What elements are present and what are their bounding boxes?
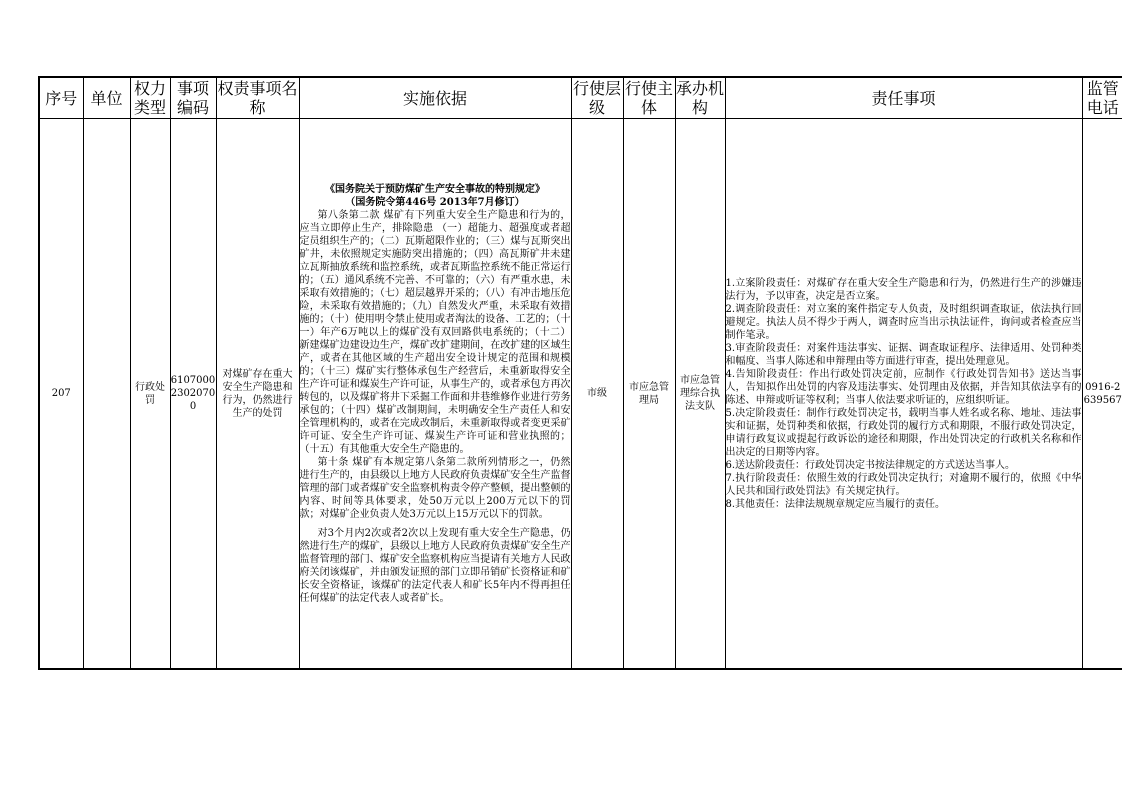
power-list-table [38, 76, 1122, 670]
header-code: 事项编码 [170, 77, 216, 119]
basis-paragraph-3: 对3个月内2次或者2次以上发现有重大安全生产隐患，仍然进行生产的煤矿，县级以上地方人民政府负责煤矿安全生产监督管理的部门、煤矿安全监察机构应当提请有关地方人民政府关闭该煤矿，并由颁发证照的部门立即吊销矿长资格证和矿长安全资格证，该煤矿的法定代表人和矿长5年内不得再担任任何煤矿的法定代表人或者矿长。 [299, 527, 571, 604]
header-phone: 监管电话 [1082, 77, 1122, 119]
cell-seq: 207 [39, 119, 83, 670]
responsibility-item: 6.送达阶段责任：行政处罚决定书按法律规定的方式送达当事人。 [725, 459, 1016, 471]
cell-level: 市级 [571, 119, 623, 670]
responsibility-item: 8.其他责任：法律法规规章规定应当履行的责任。 [725, 498, 946, 510]
cell-responsibility [725, 119, 1082, 670]
item-name-text: 对煤矿存在重大安全生产隐患和行为，仍然进行生产的处罚 [222, 368, 293, 419]
responsibility-item: 4.告知阶段责任：作出行政处罚决定前，应制作《行政处罚告知书》送达当事人，告知拟作出处罚的内容及违法事实、处罚理由及依据，并告知其依法享有的陈述、申辩或听证等权利；当事人依法要求听证的，应组织听证。 [725, 368, 1082, 406]
table-row [39, 119, 1122, 670]
header-basis: 实施依据 [299, 77, 571, 119]
header-subject: 行使主体 [624, 79, 673, 117]
responsibility-item: 2.调查阶段责任：对立案的案件指定专人负责，及时组织调查取证，依法执行回避规定。执法人员不得少于两人，调查时应当出示执法证件，询问或者检查应当制作笔录。 [725, 303, 1082, 341]
agency-text: 市应急管理综合执法支队 [680, 375, 720, 412]
header-unit: 单位 [83, 77, 130, 119]
subject-text: 市应急管理局 [629, 381, 669, 406]
responsibility-item: 5.决定阶段责任：制作行政处罚决定书，载明当事人姓名或名称、地址、违法事实和证据，处罚种类和依据，行政处罚的履行方式和期限，不服行政处罚决定，申请行政复议或提起行政诉讼的途径和期限，作出处罚决定的行政机关名称和作出决定的日期等内容。 [725, 407, 1082, 458]
basis-paragraph-1: 第八条第二款 煤矿有下列重大安全生产隐患和行为的，应当立即停止生产，排除隐患 （一）超能力、超强度或者超定员组织生产的；（二）瓦斯超限作业的；（三）煤与瓦斯突出矿井，未依照规定实施防突出措施的；（四）高瓦斯矿井未建立瓦斯抽放系统和监控系统，或者瓦斯监控系统不能正常运行的；（五）通风系统不完善、不可靠的；（六）有严重水患，未采取有效措施的；（七）超层越界开采的；（八）有冲击地压危险，未采取有效措施的；（九）自然发火严重，未采取有效措施的；（十）使用明令禁止使用或者淘汰的设备、工艺的；（十一）年产6万吨以上的煤矿没有双回路供电系统的；（十二）新建煤矿边建设边生产，煤矿改扩建期间，在改扩建的区域生产，或者在其他区域的生产超出安全设计规定的范围和规模的；（十三）煤矿实行整体承包生产经营后，未重新取得安全生产许可证和煤炭生产许可证，从事生产的，或者承包方再次转包的，以及煤矿将井下采掘工作面和井巷维修作业进行劳务承包的；（十四）煤矿改制期间，未明确安全生产责任人和安全管理机构的，或者在完成改制后，未重新取得或者变更采矿许可证、安全生产许可证、煤炭生产许可证和营业执照的；（十五）有其他重大安全生产隐患的。 [299, 209, 571, 455]
responsibility-item: 1.立案阶段责任：对煤矿存在重大安全生产隐患和行为，仍然进行生产的涉嫌违法行为，予以审查，决定是否立案。 [725, 277, 1082, 302]
cell-subject [623, 119, 675, 670]
responsibility-item: 3.审查阶段责任：对案件违法事实、证据、调查取证程序、法律适用、处罚种类和幅度、当事人陈述和申辩理由等方面进行审查，提出处理意见。 [725, 342, 1082, 367]
cell-unit [83, 119, 130, 670]
responsibility-item: 7.执行阶段责任：依照生效的行政处罚决定执行；对逾期不履行的，依照《中华人民共和国行政处罚法》有关规定执行。 [725, 472, 1082, 497]
header-row [39, 77, 1122, 119]
cell-agency [675, 119, 725, 670]
cell-basis [299, 119, 571, 670]
header-power-type: 权力类型 [130, 77, 170, 119]
header-agency: 承办机构 [675, 79, 724, 117]
cell-name [216, 119, 299, 670]
basis-paragraph-2: 第十条 煤矿有本规定第八条第二款所列情形之一，仍然进行生产的，由县级以上地方人民政府负责煤矿安全生产监督管理的部门或者煤矿安全监察机构责令停产整顿，提出整顿的内容、时间等具体要求，处50万元以上200万元以下的罚款；对煤矿企业负责人处3万元以上15万元以下的罚款。 [299, 456, 571, 520]
basis-subtitle: （国务院令第446号 2013年7月修订） [345, 196, 525, 208]
cell-power-type: 行政处罚 [130, 119, 170, 670]
header-responsibility: 责任事项 [725, 77, 1082, 119]
header-level: 行使层级 [572, 79, 621, 117]
cell-phone: 0916-2639567 [1082, 119, 1122, 670]
header-name: 权责事项名称 [217, 79, 298, 117]
header-seq: 序号 [39, 77, 83, 119]
basis-title: 《国务院关于预防煤矿生产安全事故的特别规定》 [325, 183, 545, 195]
cell-code: 610700023020700 [170, 119, 216, 670]
